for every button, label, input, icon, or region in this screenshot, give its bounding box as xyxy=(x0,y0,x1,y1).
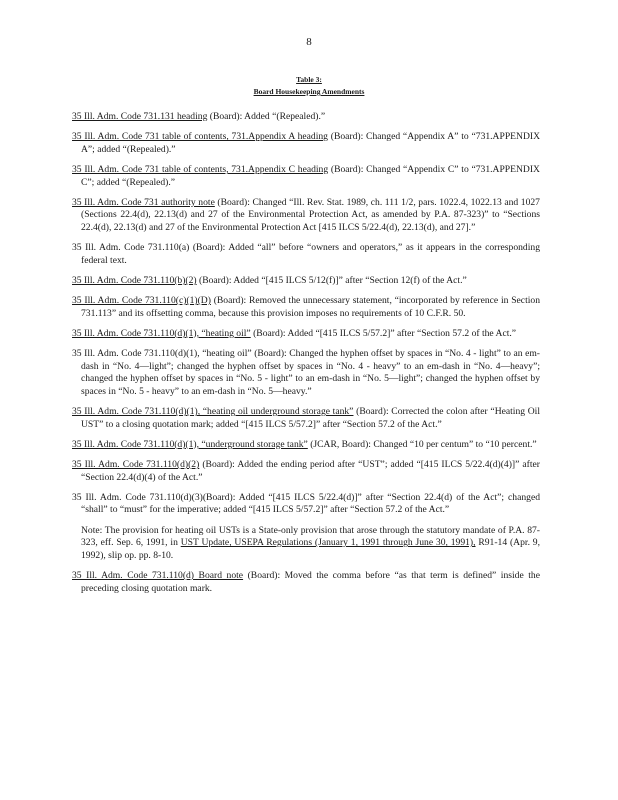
entry-text: (Board): Added “[415 ILCS 5/12(f)]” after “Section 12(f) of the Act.” xyxy=(196,274,467,286)
note-text-after: R91-14 (Apr. 9, 1992), slip op. pp. 8-10. xyxy=(81,537,540,561)
entry-citation: 35 Ill. Adm. Code 731.110(c)(1)(D) xyxy=(72,295,211,307)
amendment-entry xyxy=(72,570,540,595)
entry-text: (Board): Removed the unnecessary statement, “incorporated by reference in Section 731.113” and its offsetting comma, because this provision imposes no requirements of 10 C.F.R. 50. xyxy=(81,295,540,319)
amendment-entry xyxy=(72,459,540,484)
entry-text: (Board): Changed “Appendix A” to “731.APPENDIX A”; added “(Repealed).” xyxy=(81,131,540,155)
amendment-entry xyxy=(72,242,540,267)
entry-citation: 35 Ill. Adm. Code 731 table of contents, 731.Appendix A heading xyxy=(72,131,328,143)
entry-text: (Board): Changed “Ill. Rev. Stat. 1989, ch. 111 1/2, pars. 1022.4, 1022.13 and 1027 (Sections 22.4(d), 22.13(d) and 27 of the Environmental Protection Act, as amended by P.A. 87-323)” to “Sections 22.4(d), 22.13(d) and 27 of the Environmental Protection Act [415 ILCS 5/22.4(d), 22.13(d), and 27].” xyxy=(81,196,540,233)
heating-oil-note xyxy=(72,525,540,563)
amendment-entry xyxy=(72,131,540,156)
amendment-entry xyxy=(72,406,540,431)
page-number: 8 xyxy=(306,36,312,48)
entry-citation: 35 Ill. Adm. Code 731.110(d)(1), “underground storage tank” xyxy=(72,438,308,450)
entry-citation: 35 Ill. Adm. Code 731.110(b)(2) xyxy=(72,274,197,286)
entry-text: 35 Ill. Adm. Code 731.110(d)(1), “heating oil” (Board): Changed the hyphen offset by spaces in “No. 4 - light” to an em-dash in “No. 4—light”; changed the hyphen offset by spaces in “No. 4 - heavy” to an em-dash in “No. 4—heavy”; changed the hyphen offset by spaces in “No. 5 - light” to an em-dash in “No. 5—light”; changed the hyphen offset by spaces in “No. 5 - heavy” to an em-dash in “No. 5—heavy.” xyxy=(72,348,540,397)
amendment-entry xyxy=(72,197,540,235)
amendment-entry xyxy=(72,439,540,452)
amendment-entry xyxy=(72,492,540,517)
entry-text: 35 Ill. Adm. Code 731.110(d)(3)(Board): Added “[415 ILCS 5/22.4(d)]” after “Section 22.4(d) of the Act”; changed “shall” to “must” for the imperative; added “[415 ILCS 5/57.2]” after “Section 57.2 of the Act.” xyxy=(72,491,540,516)
entry-citation: 35 Ill. Adm. Code 731 authority note xyxy=(72,196,215,208)
entry-text: (Board): Added “(Repealed).” xyxy=(207,111,326,122)
amendment-entry xyxy=(72,348,540,398)
note-reference: UST Update, USEPA Regulations (January 1, 1991 through June 30, 1991), xyxy=(180,537,476,549)
amendment-entry xyxy=(72,328,540,341)
table-heading xyxy=(0,74,618,98)
entry-text: (Board): Added “[415 ILCS 5/57.2]” after “Section 57.2 of the Act.” xyxy=(250,327,517,339)
entry-citation: 35 Ill. Adm. Code 731.110(d)(2) xyxy=(72,459,200,470)
entry-citation: 35 Ill. Adm. Code 731 table of contents, 731.Appendix C heading xyxy=(72,163,329,175)
entry-text: (JCAR, Board): Changed “10 per centum” to “10 percent.” xyxy=(307,438,537,450)
entry-text: (Board): Moved the comma before “as that term is defined” inside the preceding closing quotation mark. xyxy=(81,569,540,594)
table-subtitle: Board Housekeeping Amendments xyxy=(253,87,365,96)
amendment-entry xyxy=(72,111,540,124)
entry-citation: 35 Ill. Adm. Code 731.110(d)(1), “heating oil” xyxy=(72,327,251,339)
note-text-before: Note: The provision for heating oil USTs is a State-only provision that arose through the statutory mandate of P.A. 87-323, eff. Sep. 6, 1991, in xyxy=(81,524,540,549)
amendment-list xyxy=(72,111,540,603)
amendment-entry xyxy=(72,275,540,288)
table-title: Table 3: xyxy=(296,75,322,84)
entry-text: (Board): Added the ending period after “UST”; added “[415 ILCS 5/22.4(d)(4)]” after “Section 22.4(d)(4) of the Act.” xyxy=(81,459,540,483)
entry-text: (Board): Corrected the colon after “Heating Oil UST” to a closing quotation mark; added “[415 ILCS 5/57.2]” after “Section 57.2 of the Act.” xyxy=(81,406,540,430)
amendment-entry xyxy=(72,164,540,189)
entry-citation: 35 Ill. Adm. Code 731.110(d)(1), “heating oil underground storage tank” xyxy=(72,406,354,418)
entry-text: 35 Ill. Adm. Code 731.110(a) (Board): Added “all” before “owners and operators,” as it appears in the corresponding federal text. xyxy=(72,242,540,266)
entry-text: (Board): Changed “Appendix C” to “731.APPENDIX C”; added “(Repealed).” xyxy=(81,163,540,188)
entry-citation: 35 Ill. Adm. Code 731.110(d) Board note xyxy=(72,569,244,581)
amendment-entry xyxy=(72,295,540,320)
entry-citation: 35 Ill. Adm. Code 731.131 heading xyxy=(72,111,208,122)
